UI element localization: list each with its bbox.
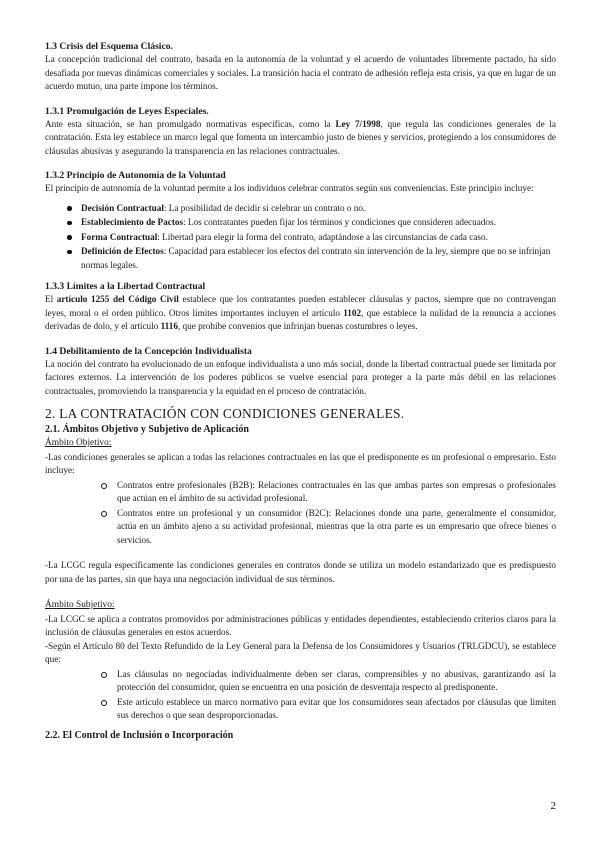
paragraph <box>45 293 556 334</box>
list-desc: : Los contratantes pueden fijar los términos y condiciones que consideren adecuados. <box>183 217 496 227</box>
circle-list <box>45 668 556 723</box>
section-1-3-2 <box>45 169 556 272</box>
list-term: Definición de Efectos <box>81 246 164 256</box>
text-run: , que establece la nulidad de la renuncia a acciones derivadas de dolo, y el artículo <box>45 307 556 331</box>
text-run: establece que los contratantes pueden establecer cláusulas y pactos, siempre que no contravengan leyes, moral o el orden público. Otros límites importantes incluyen el artículo <box>45 294 556 318</box>
section-1-4 <box>45 345 556 399</box>
list-item: Este artículo establece un marco normativo para evitar que los consumidores sean afectados por cláusulas que limiten sus derechos o que sean desproporcionadas. <box>117 696 556 723</box>
law-reference: artículo 1255 del Código Civil <box>56 294 179 304</box>
paragraph <box>45 118 556 159</box>
paragraph: -La LCGC regula específicamente las condiciones generales en contratos donde se utiliza un modelo estandarizado que es predispuesto por una de las partes, sin que haya una negociación individual de sus términos. <box>45 560 556 584</box>
bullet-list <box>45 202 556 273</box>
section-heading: 1.3 Crisis del Esquema Clásico. <box>45 41 173 52</box>
law-reference: 1116 <box>160 321 178 331</box>
section-1-3-1 <box>45 105 556 159</box>
page-number: 2 <box>550 800 556 812</box>
subsection-heading: 2.2. El Control de Inclusión o Incorporación <box>45 729 234 741</box>
circle-list <box>45 479 556 548</box>
spacer <box>45 549 556 559</box>
list-item <box>81 231 556 245</box>
list-item: Contratos entre profesionales (B2B): Relaciones contractuales en las que ambas partes son empresas o profesionales que actúan en el ámbito de su actividad profesional. <box>117 479 556 506</box>
text-run: , que prohíbe convenios que infrinjan buenas costumbres o leyes. <box>177 321 418 331</box>
list-desc: : Capacidad para establecer los efectos del contrato sin intervención de la ley, siempre que no se infrinjan normas legales. <box>81 246 551 270</box>
list-term: Forma Contractual <box>81 231 158 242</box>
paragraph: El principio de autonomía de la voluntad permite a los individuos celebrar contratos según sus conveniencias. Este principio incluye: <box>45 183 534 193</box>
chapter-heading: 2. LA CONTRATACIÓN CON CONDICIONES GENERALES. <box>45 406 405 421</box>
list-item: Las cláusulas no negociadas individualmente deben ser claras, comprensibles y no abusivas, garantizando así la protección del consumidor, quien se encuentra en una posición de desventaja respecto al predisponente. <box>117 668 556 695</box>
text-run: Ante esta situación, se han promulgado normativas específicas, como la <box>45 118 336 129</box>
law-reference: Ley 7/1998 <box>335 118 381 129</box>
ambito-objetivo-label: Ámbito Objetivo: <box>45 438 112 448</box>
section-heading: 1.3.2 Principio de Autonomía de la Voluntad <box>45 170 226 181</box>
text-run: El <box>45 294 57 304</box>
paragraph: -Las condiciones generales se aplican a todas las relaciones contractuales en las que el predisponente es un profesional o empresario. Esto incluye: <box>45 451 556 475</box>
paragraph: La noción del contrato ha evolucionado de un enfoque individualista a uno más social, donde la libertad contractual puede ser limitada por factores externos. La intervención de los poderes públicos se vuelve esencial para proteger a la parte más débil en las relaciones contractuales, promoviendo la transparencia y la equidad en el proceso de contratación. <box>45 358 556 396</box>
section-2 <box>45 406 556 743</box>
list-term: Decisión Contractual <box>81 202 164 213</box>
list-desc: : La posibilidad de decidir si celebrar un contrato o no. <box>163 202 366 213</box>
text-run: , que regula las condiciones generales de la contratación. Esta ley establece un marco legal que fomenta un intercambio justo de bienes y servicios, protegiendo a los consumidores de cláusulas abusivas y asegurando la transparencia en las relaciones contractuales. <box>45 118 556 156</box>
subsection-heading: 2.1. Ámbitos Objetivo y Subjetivo de Aplicación <box>45 424 249 435</box>
ambito-subjetivo-label: Ámbito Subjetivo: <box>45 600 115 610</box>
section-1-3 <box>45 40 556 94</box>
list-item <box>81 245 556 272</box>
spacer <box>45 586 556 599</box>
list-item <box>81 202 556 216</box>
section-1-3-3 <box>45 280 556 334</box>
paragraph: -Según el Artículo 80 del Texto Refundido de la Ley General para la Defensa de los Consumidores y Usuarios (TRLGDCU), se establece que: <box>45 640 556 664</box>
section-heading: 1.4 Debilitamiento de la Concepción Individualista <box>45 345 252 357</box>
paragraph: La concepción tradicional del contrato, basada en la autonomía de la voluntad y el acuerdo de voluntades libremente pactado, ha sido desafiada por nuevas dinámicas comerciales y sociales. La transición hacia el contrato de adhesión refleja esta crisis, ya que en lugar de un acuerdo mutuo, una parte impone los términos. <box>45 54 556 91</box>
paragraph: -La LCGC se aplica a contratos promovidos por administraciones públicas y entidades dependientes, estableciendo criterios claros para la inclusión de cláusulas generales en estos acuerdos. <box>45 613 556 637</box>
list-item: Contratos entre un profesional y un consumidor (B2C): Relaciones donde una parte, generalmente el consumidor, actúa en un ámbito ajeno a su actividad profesional, mientras que la otra parte es un empresario que ofrece bienes o servicios. <box>117 507 556 548</box>
list-desc: : Libertad para elegir la forma del contrato, adaptándose a las circunstancias de cada caso. <box>157 231 488 242</box>
section-heading: 1.3.3 Límites a la Libertad Contractual <box>45 281 206 292</box>
section-heading: 1.3.1 Promulgación de Leyes Especiales. <box>45 105 209 117</box>
list-item <box>81 216 556 230</box>
law-reference: 1102 <box>343 307 362 318</box>
list-term: Establecimiento de Pactos <box>81 217 184 227</box>
